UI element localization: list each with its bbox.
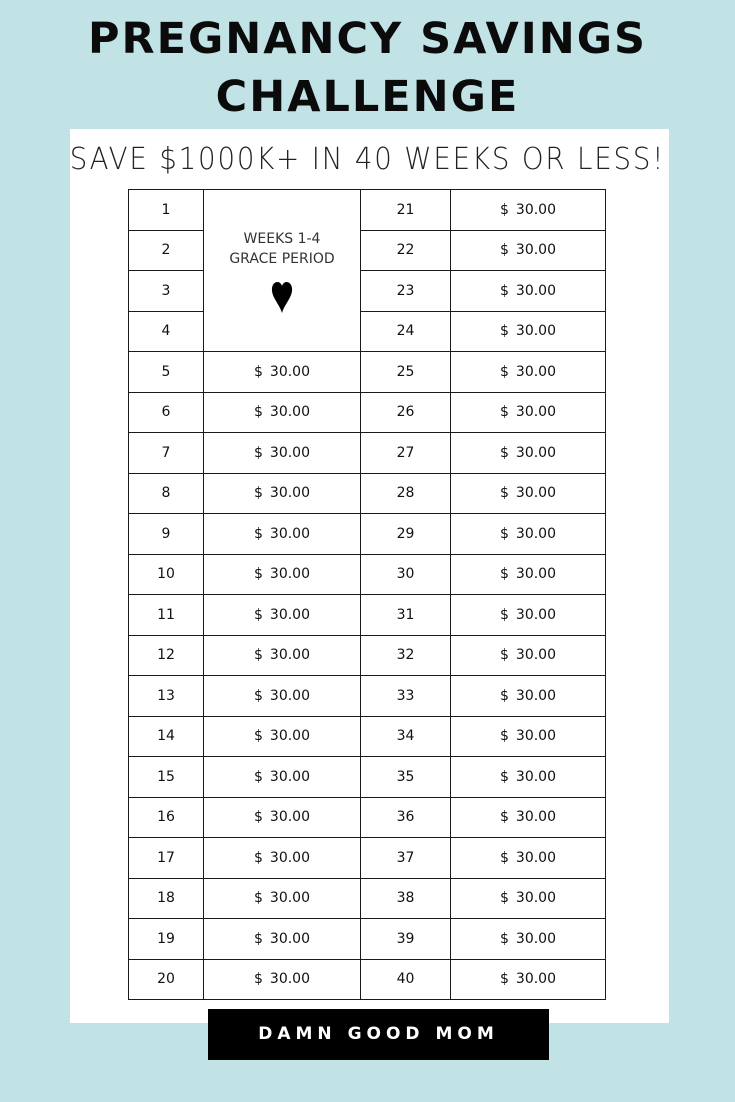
page-title [0,10,735,126]
amount-value: 30.00 [515,485,556,502]
amount-cell [451,473,606,514]
week-number: 26 [361,392,451,433]
amount-cell [451,838,606,879]
amount-value: 30.00 [515,444,556,461]
amount-value: 30.00 [515,930,556,947]
table-row [129,352,606,393]
week-number: 36 [361,797,451,838]
amount-cell [451,271,606,312]
amount-cell [204,716,361,757]
amount-cell [204,676,361,717]
amount-value: 30.00 [269,768,310,785]
amount-cell [204,392,361,433]
amount-value: 30.00 [515,282,556,299]
table-row [129,797,606,838]
savings-table [128,189,606,1000]
week-number: 39 [361,919,451,960]
currency-symbol: $ [499,404,509,421]
amount-value: 30.00 [269,404,310,421]
title-line-1: PREGNANCY SAVINGS [87,14,648,64]
title-line-2: CHALLENGE [215,72,520,122]
week-number: 6 [129,392,204,433]
amount-cell [204,352,361,393]
amount-cell [451,514,606,555]
table-row [129,676,606,717]
week-number: 19 [129,919,204,960]
currency-symbol: $ [499,647,509,664]
table-row [129,230,606,271]
table-row [129,919,606,960]
amount-value: 30.00 [515,687,556,704]
amount-value: 30.00 [269,849,310,866]
amount-cell [451,190,606,231]
amount-cell [451,352,606,393]
currency-symbol: $ [253,809,263,826]
amount-cell [451,554,606,595]
amount-value: 30.00 [515,809,556,826]
amount-cell [451,595,606,636]
week-number: 16 [129,797,204,838]
amount-value: 30.00 [515,363,556,380]
amount-cell [204,554,361,595]
week-number: 32 [361,635,451,676]
currency-symbol: $ [499,606,509,623]
currency-symbol: $ [499,930,509,947]
week-number: 29 [361,514,451,555]
amount-value: 30.00 [269,647,310,664]
week-number: 4 [129,311,204,352]
week-number: 23 [361,271,451,312]
currency-symbol: $ [253,485,263,502]
amount-cell [451,230,606,271]
currency-symbol: $ [253,566,263,583]
currency-symbol: $ [253,728,263,745]
currency-symbol: $ [253,971,263,988]
amount-cell [204,514,361,555]
amount-value: 30.00 [269,485,310,502]
amount-value: 30.00 [515,890,556,907]
week-number: 38 [361,878,451,919]
week-number: 14 [129,716,204,757]
amount-value: 30.00 [515,323,556,340]
amount-value: 30.00 [515,647,556,664]
table-row [129,595,606,636]
amount-value: 30.00 [269,687,310,704]
table-row [129,959,606,1000]
amount-cell [204,878,361,919]
currency-symbol: $ [499,525,509,542]
currency-symbol: $ [499,201,509,218]
amount-value: 30.00 [269,728,310,745]
week-number: 18 [129,878,204,919]
week-number: 31 [361,595,451,636]
currency-symbol: $ [499,728,509,745]
amount-cell [451,311,606,352]
week-number: 11 [129,595,204,636]
week-number: 30 [361,554,451,595]
amount-value: 30.00 [269,930,310,947]
table-row [129,514,606,555]
table-row [129,635,606,676]
grace-line-1: WEEKS 1-4 [243,230,321,247]
currency-symbol: $ [499,242,509,259]
amount-value: 30.00 [515,201,556,218]
amount-value: 30.00 [515,606,556,623]
week-number: 28 [361,473,451,514]
amount-cell [451,392,606,433]
currency-symbol: $ [499,323,509,340]
subtitle: SAVE $1000K+ IN 40 WEEKS OR LESS! [69,142,666,177]
table-row [129,271,606,312]
amount-cell [451,919,606,960]
amount-cell [204,959,361,1000]
currency-symbol: $ [499,566,509,583]
amount-cell [451,878,606,919]
amount-cell [451,676,606,717]
currency-symbol: $ [253,849,263,866]
table-row [129,716,606,757]
currency-symbol: $ [253,768,263,785]
amount-value: 30.00 [515,242,556,259]
week-number: 22 [361,230,451,271]
currency-symbol: $ [499,890,509,907]
amount-cell [204,635,361,676]
week-number: 34 [361,716,451,757]
currency-symbol: $ [253,444,263,461]
currency-symbol: $ [499,363,509,380]
table-row [129,392,606,433]
table-row [129,473,606,514]
week-number: 1 [129,190,204,231]
currency-symbol: $ [253,606,263,623]
currency-symbol: $ [499,687,509,704]
amount-cell [204,473,361,514]
week-number: 13 [129,676,204,717]
currency-symbol: $ [499,849,509,866]
amount-cell [451,797,606,838]
table-row [129,311,606,352]
currency-symbol: $ [499,282,509,299]
week-number: 5 [129,352,204,393]
amount-cell [451,635,606,676]
week-number: 17 [129,838,204,879]
currency-symbol: $ [499,444,509,461]
brand-banner: DAMN GOOD MOM [208,1009,549,1060]
currency-symbol: $ [253,404,263,421]
currency-symbol: $ [499,485,509,502]
amount-value: 30.00 [269,809,310,826]
week-number: 12 [129,635,204,676]
week-number: 35 [361,757,451,798]
amount-cell [451,959,606,1000]
currency-symbol: $ [499,768,509,785]
amount-cell [204,433,361,474]
amount-value: 30.00 [269,890,310,907]
week-number: 7 [129,433,204,474]
currency-symbol: $ [253,647,263,664]
currency-symbol: $ [253,363,263,380]
table-row [129,757,606,798]
amount-value: 30.00 [515,566,556,583]
currency-symbol: $ [253,525,263,542]
amount-value: 30.00 [269,566,310,583]
amount-value: 30.00 [515,971,556,988]
currency-symbol: $ [253,687,263,704]
week-number: 3 [129,271,204,312]
table-row [129,878,606,919]
week-number: 25 [361,352,451,393]
amount-cell [451,433,606,474]
week-number: 2 [129,230,204,271]
heart-icon [271,279,293,313]
amount-cell [204,757,361,798]
amount-cell [451,716,606,757]
table-row [129,554,606,595]
amount-value: 30.00 [515,525,556,542]
week-number: 24 [361,311,451,352]
week-number: 15 [129,757,204,798]
amount-cell [204,838,361,879]
table-row [129,838,606,879]
table-row [129,433,606,474]
grace-period-cell [204,190,361,352]
week-number: 37 [361,838,451,879]
grace-line-2: GRACE PERIOD [229,250,335,267]
currency-symbol: $ [253,890,263,907]
week-number: 9 [129,514,204,555]
week-number: 21 [361,190,451,231]
week-number: 20 [129,959,204,1000]
week-number: 40 [361,959,451,1000]
amount-cell [204,919,361,960]
amount-value: 30.00 [269,525,310,542]
amount-cell [204,797,361,838]
amount-value: 30.00 [269,606,310,623]
amount-value: 30.00 [515,849,556,866]
week-number: 27 [361,433,451,474]
amount-value: 30.00 [269,363,310,380]
amount-value: 30.00 [269,444,310,461]
table-row [129,190,606,231]
amount-value: 30.00 [515,768,556,785]
amount-cell [451,757,606,798]
week-number: 33 [361,676,451,717]
amount-value: 30.00 [269,971,310,988]
amount-value: 30.00 [515,728,556,745]
amount-value: 30.00 [515,404,556,421]
currency-symbol: $ [253,930,263,947]
currency-symbol: $ [499,809,509,826]
week-number: 10 [129,554,204,595]
currency-symbol: $ [499,971,509,988]
week-number: 8 [129,473,204,514]
amount-cell [204,595,361,636]
